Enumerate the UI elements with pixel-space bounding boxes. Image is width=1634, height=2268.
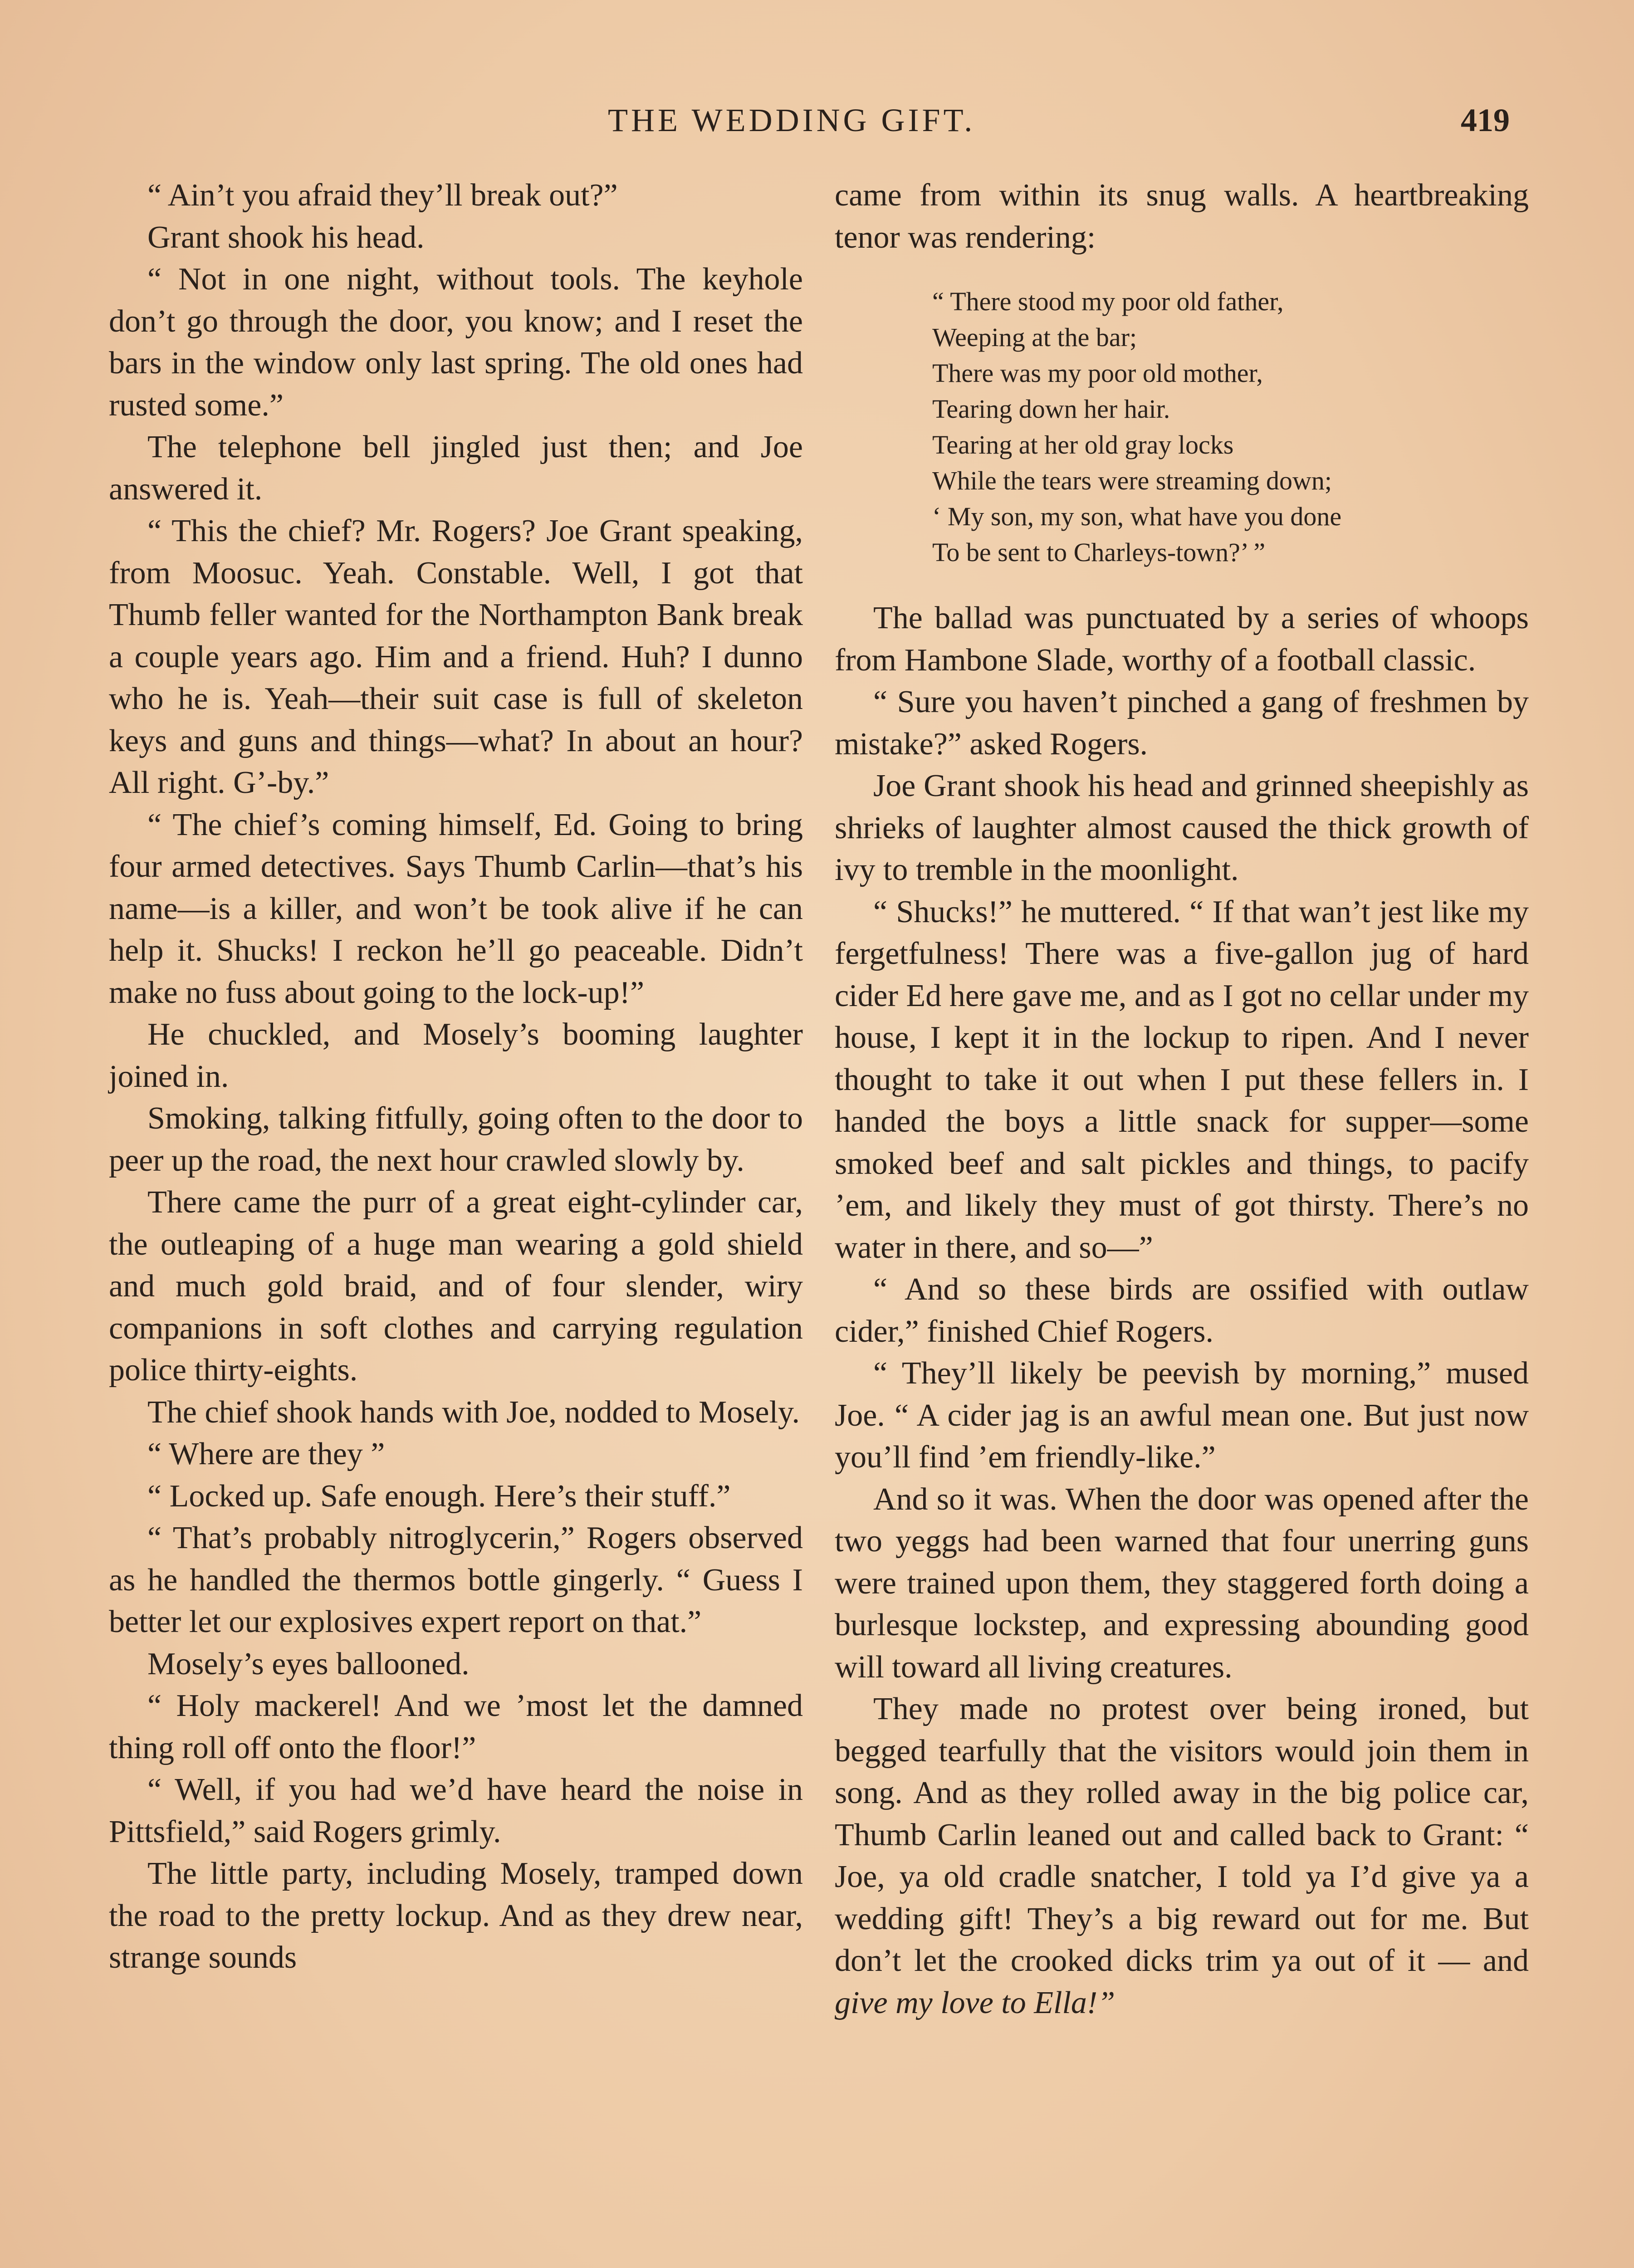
paragraph: And so it was. When the door was opened after the two yeggs had been warned that four unerring guns were trained upon them, they staggered forth doing a burlesque lockstep, and expressing abounding good will toward all living creatures. [835,1481,1529,1685]
verse-line: While the tears were streaming down; [932,466,1332,495]
paragraph: “ That’s probably nitroglycerin,” Rogers observed as he handled the thermos bottle gingerly. “ Guess I better let our explosives expert report on that.” [109,1520,803,1639]
paragraph: “ Holy mackerel! And we ’most let the damned thing roll off onto the floor!” [109,1688,803,1765]
paragraph: came from within its snug walls. A heartbreaking tenor was rendering: [835,178,1529,255]
final-emphasis-text: give my love to Ella!” [835,1985,1115,2020]
verse-line: Weeping at the bar; [932,323,1137,352]
verse-line: “ There stood my poor old father, [932,287,1284,316]
paragraph: Smoking, talking fitfully, going often to the door to peer up the road, the next hour crawled slowly by. [109,1101,803,1178]
verse-line: ‘ My son, my son, what have you done [932,502,1342,531]
paragraph: There came the purr of a great eight-cylinder car, the outleaping of a huge man wearing a gold shield and much gold braid, and of four slender, wiry companions in soft clothes and carrying regulation police thirty-eights. [109,1185,803,1388]
final-paragraph-text: They made no protest over being ironed, but begged tearfully that the visitors would join them in song. And as they rolled away in the big police car, Thumb Carlin leaned out and called back to Grant: “ Joe, ya old cradle snatcher, I told ya I’d give ya a wedding gift! They’s a big reward out for me. But don’t let the crooked dicks trim ya out of it — and [835,1691,1529,1978]
left-column [109,175,803,1979]
paragraph: Joe Grant shook his head and grinned sheepishly as shrieks of laughter almost caused the thick growth of ivy to tremble in the moonlight. [835,768,1529,887]
paragraph: “ Well, if you had we’d have heard the noise in Pittsfield,” said Rogers grimly. [109,1772,803,1849]
paragraph: “ Sure you haven’t pinched a gang of freshmen by mistake?” asked Rogers. [835,684,1529,762]
paragraph: “ This the chief? Mr. Rogers? Joe Grant speaking, from Moosuc. Yeah. Constable. Well, I got that Thumb feller wanted for the Northampton Bank break a couple years ago. Him and a friend. Huh? I dunno who he is. Yeah—their suit case is full of skeleton keys and guns and things—what? In about an hour? All right. G’-by.” [109,513,803,800]
paragraph: “ Not in one night, without tools. The keyhole don’t go through the door, you know; and I reset the bars in the window only last spring. The old ones had rusted some.” [109,262,803,423]
verse-line: There was my poor old mother, [932,358,1263,388]
paragraph: “ The chief’s coming himself, Ed. Going to bring four armed detectives. Says Thumb Carlin—that’s his name—is a killer, and won’t be took alive if he can help it. Shucks! I reckon he’ll go peaceable. Didn’t make no fuss about going to the lock-up!” [109,807,803,1010]
paragraph: “ Ain’t you afraid they’ll break out?” [147,178,618,213]
paragraph: Grant shook his head. [147,220,425,255]
paragraph: “ Shucks!” he muttered. “ If that wan’t jest like my fergetfulness! There was a five-gallon jug of hard cider Ed here gave me, and as I got no cellar under my house, I kept it in the lockup to ripen. And I never thought to take it out when I put these fellers in. I handed the boys a little snack for supper—some smoked beef and salt pickles and things, to pacify ’em, and likely they must of got thirsty. There’s no water in there, and so—” [835,894,1529,1265]
running-header [0,98,1634,143]
verse-line: Tearing down her hair. [932,394,1170,424]
paragraph: Mosely’s eyes ballooned. [147,1646,470,1681]
right-column [835,175,1529,2024]
paragraph: “ And so these birds are ossified with outlaw cider,” finished Chief Rogers. [835,1272,1529,1349]
paragraph: “ Locked up. Safe enough. Here’s their stuff.” [147,1478,731,1514]
paragraph: He chuckled, and Mosely’s booming laughter joined in. [109,1017,803,1094]
paragraph: The ballad was punctuated by a series of whoops from Hambone Slade, worthy of a football classic. [835,601,1529,678]
paragraph: The telephone bell jingled just then; and Joe answered it. [109,430,803,507]
verse-line: Tearing at her old gray locks [932,430,1234,459]
paragraph: The little party, including Mosely, tramped down the road to the pretty lockup. And as they drew near, strange sounds [109,1856,803,1975]
verse-line: To be sent to Charleys-town?’ ” [932,538,1266,567]
paragraph: “ Where are they ” [147,1437,385,1471]
page-number: 419 [1461,102,1510,138]
paragraph: The chief shook hands with Joe, nodded to Mosely. [147,1394,800,1430]
page-title: THE WEDDING GIFT. [608,102,976,138]
ballad-verse [932,284,1529,570]
final-paragraph [835,1688,1529,2024]
paragraph: “ They’ll likely be peevish by morning,” mused Joe. “ A cider jag is an awful mean one. But just now you’ll find ’em friendly-like.” [835,1356,1529,1475]
